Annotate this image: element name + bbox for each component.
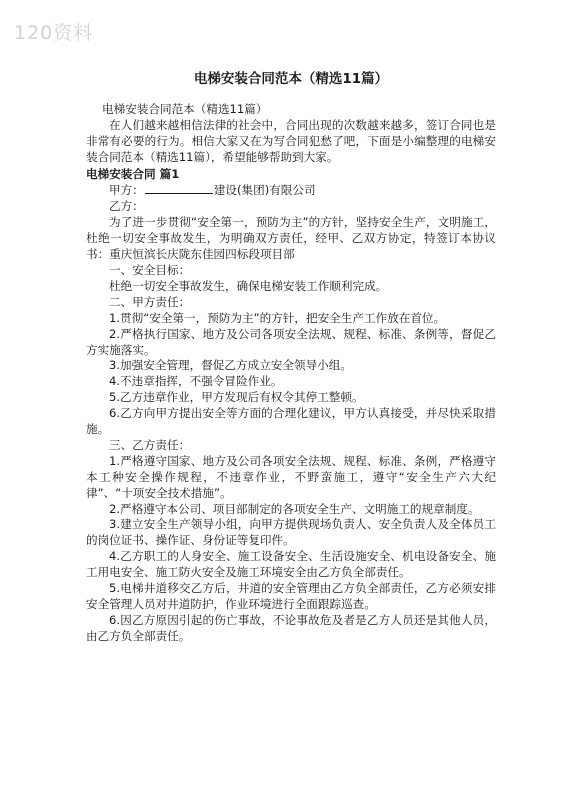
purpose-paragraph: 为了进一步贯彻“安全第一，预防为主”的方针，坚持安全生产，文明施工，杜绝一切安全事故发生，为明确双方责任，经甲、乙双方协定，特签订本协议书：重庆恒滨长庆陇东佳园四标段项目部: [86, 215, 496, 262]
party-a-item: 1.贯彻“安全第一，预防为主”的方针，把安全生产工作放在首位。: [109, 310, 446, 325]
goal-heading: 一、安全目标：: [109, 262, 191, 277]
party-b-item: 1.严格遵守国家、地方及公司各项安全法规、规程、标准、条例，严格遵守本工种安全操作规程，不违章作业，不野蛮施工，遵守“安全生产六大纪律”、“十项安全技术措施”。: [86, 453, 496, 500]
party-a-blank: [145, 182, 213, 194]
party-a-label: 甲方：: [109, 183, 144, 198]
party-b-item: 4.乙方职工的人身安全、施工设备安全、生活设施安全、机电设备安全、施工用电安全、施工防火安全及施工环境安全由乙方负全部责任。: [86, 549, 496, 580]
party-a-item: 4.不违章指挥，不强令冒险作业。: [109, 374, 283, 389]
party-b-item: 2.严格遵守本公司、项目部制定的各项安全生产、文明施工的规章制度。: [109, 501, 480, 516]
party-a-line: [86, 182, 496, 199]
party-b-item: 3.建立安全生产领导小组，向甲方提供现场负责人、安全负责人及全体员工的岗位证书、操作证、身份证等复印件。: [86, 517, 496, 548]
party-a-item: 2.严格执行国家、地方及公司各项安全法规、规程、标准、条例等，督促乙方实施落实。: [86, 326, 496, 357]
party-a-item: 5.乙方违章作业，甲方发现后有权令其停工整顿。: [109, 390, 364, 405]
party-b-heading: 三、乙方责任：: [109, 437, 191, 452]
goal-text: 杜绝一切安全事故发生，确保电梯安装工作顺利完成。: [109, 278, 388, 293]
party-a-company: 建设(集团)有限公司: [213, 183, 316, 198]
intro-subtitle: 电梯安装合同范本（精选11篇）: [102, 101, 268, 116]
document-body: [86, 72, 496, 645]
party-b-item: 5.电梯井道移交乙方后，井道的安全管理由乙方负全部责任，乙方必须安排安全管理人员对井道防护，作业环境进行全面跟踪巡查。: [86, 581, 496, 611]
intro-paragraph: 在人们越来越相信法律的社会中，合同出现的次数越来越多，签订合同也是非常有必要的行为。相信大家又在为写合同犯愁了吧，下面是小编整理的电梯安装合同范本（精选11篇），希望能够帮助到大家。: [86, 117, 496, 164]
party-b-line: 乙方：: [109, 199, 144, 214]
party-a-heading: 二、甲方责任：: [109, 294, 191, 309]
party-b-item: 6.因乙方原因引起的伤亡事故，不论事故危及者是乙方人员还是其他人员，由乙方负全部责任。: [86, 612, 496, 643]
party-a-item: 3.加强安全管理，督促乙方成立安全领导小组。: [109, 358, 352, 373]
section-heading: 电梯安装合同 篇1: [86, 166, 180, 181]
watermark: 120资料: [14, 22, 94, 44]
document-title: 电梯安装合同范本（精选11篇）: [193, 71, 389, 87]
party-a-item: 6.乙方向甲方提出安全等方面的合理化建议，甲方认真接受，并尽快采取措施。: [86, 406, 496, 437]
